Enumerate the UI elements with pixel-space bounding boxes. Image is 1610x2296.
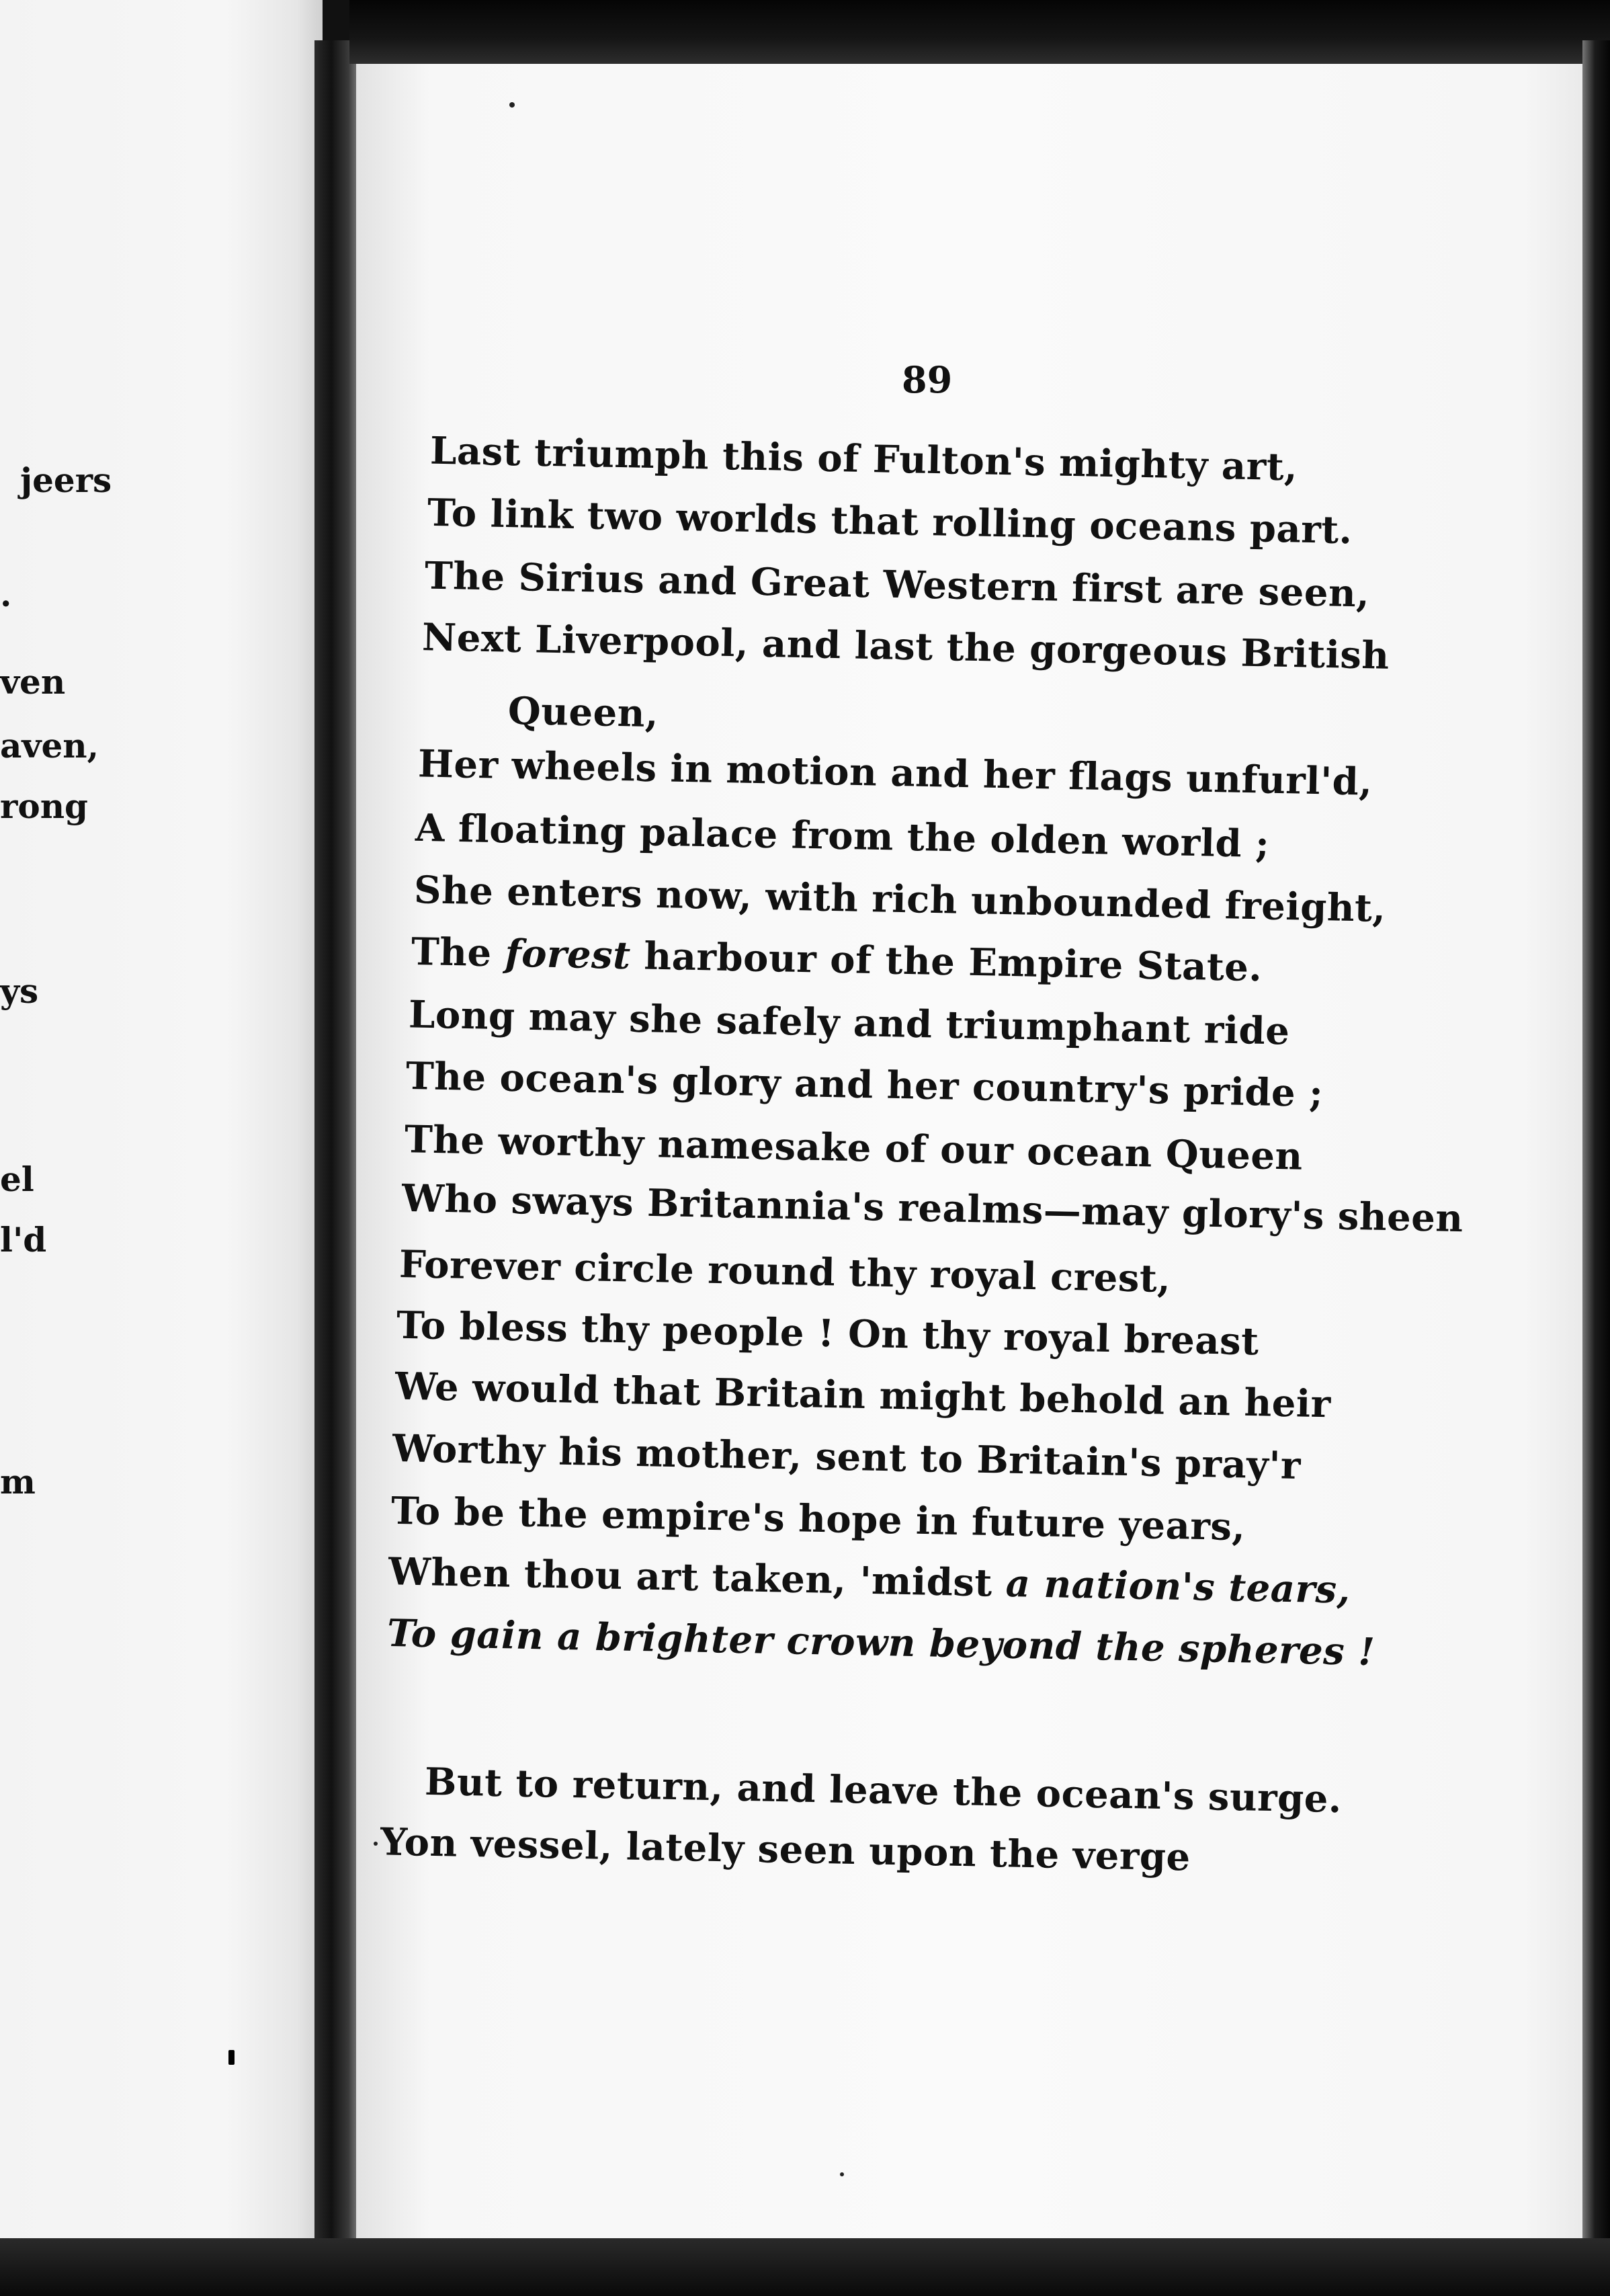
fragment: jeers xyxy=(20,460,112,500)
poem-line: She enters now, with rich unbounded freight, xyxy=(413,868,1387,931)
speck xyxy=(509,102,515,108)
poem-line: The ocean's glory and her country's pride ; xyxy=(405,1053,1324,1116)
right-edge-shadow xyxy=(1582,40,1610,2258)
speck xyxy=(374,1842,378,1846)
poem-line: The worthy namesake of our ocean Queen xyxy=(404,1117,1304,1179)
fragment: rong xyxy=(0,786,89,826)
speck xyxy=(840,2172,844,2176)
poem-line: Next Liverpool, and last the gorgeous British xyxy=(421,615,1390,678)
page-number: 89 xyxy=(902,358,953,401)
poem-text: harbour of the Empire State. xyxy=(630,934,1263,991)
fragment: . xyxy=(0,575,12,614)
poem-text: When thou art taken, 'midst xyxy=(388,1549,1007,1606)
bottom-edge-shadow xyxy=(0,2238,1610,2296)
poem-line: Last triumph this of Fulton's mighty art, xyxy=(429,428,1298,490)
fragment: m xyxy=(0,1462,36,1502)
poem-line: A floating palace from the olden world ; xyxy=(415,805,1270,867)
poem-line: The Sirius and Great Western first are seen, xyxy=(424,553,1370,616)
poem-text-italic: a nation's tears, xyxy=(1005,1561,1351,1612)
poem-line: To link two worlds that rolling oceans part. xyxy=(427,490,1353,553)
facing-page xyxy=(0,0,323,2245)
fragment: aven, xyxy=(0,726,99,766)
poem-line: To bless thy people ! On thy royal breast xyxy=(396,1303,1260,1364)
speck xyxy=(228,2050,235,2065)
poem-line-italic: To gain a brighter crown beyond the spheres ! xyxy=(386,1610,1375,1675)
continuation-line: But to return, and leave the ocean's surge. xyxy=(424,1759,1343,1822)
top-edge-shadow xyxy=(349,0,1610,64)
poem-line: Forever circle round thy royal crest, xyxy=(398,1241,1171,1302)
poem-line: Long may she safely and triumphant ride xyxy=(408,992,1290,1054)
fragment: ys xyxy=(0,971,39,1011)
poem-text-italic: forest xyxy=(504,931,632,979)
poem-line: We would that Britain might behold an heir xyxy=(394,1364,1332,1427)
fragment: ven xyxy=(0,662,66,702)
poem-text: The xyxy=(411,929,506,976)
poem-line: Who sways Britannia's realms—may glory's sheen xyxy=(401,1176,1464,1241)
continuation-line: Yon vessel, lately seen upon the verge xyxy=(380,1819,1191,1880)
fragment: l'd xyxy=(0,1220,47,1260)
poem-line: Queen, xyxy=(507,688,659,737)
poem-line: Worthy his mother, sent to Britain's pray'r xyxy=(392,1426,1302,1488)
poem-line: To be the empire's hope in future years, xyxy=(390,1488,1246,1550)
poem-line: Her wheels in motion and her flags unfurl'd, xyxy=(417,741,1373,805)
fragment: el xyxy=(0,1159,34,1199)
